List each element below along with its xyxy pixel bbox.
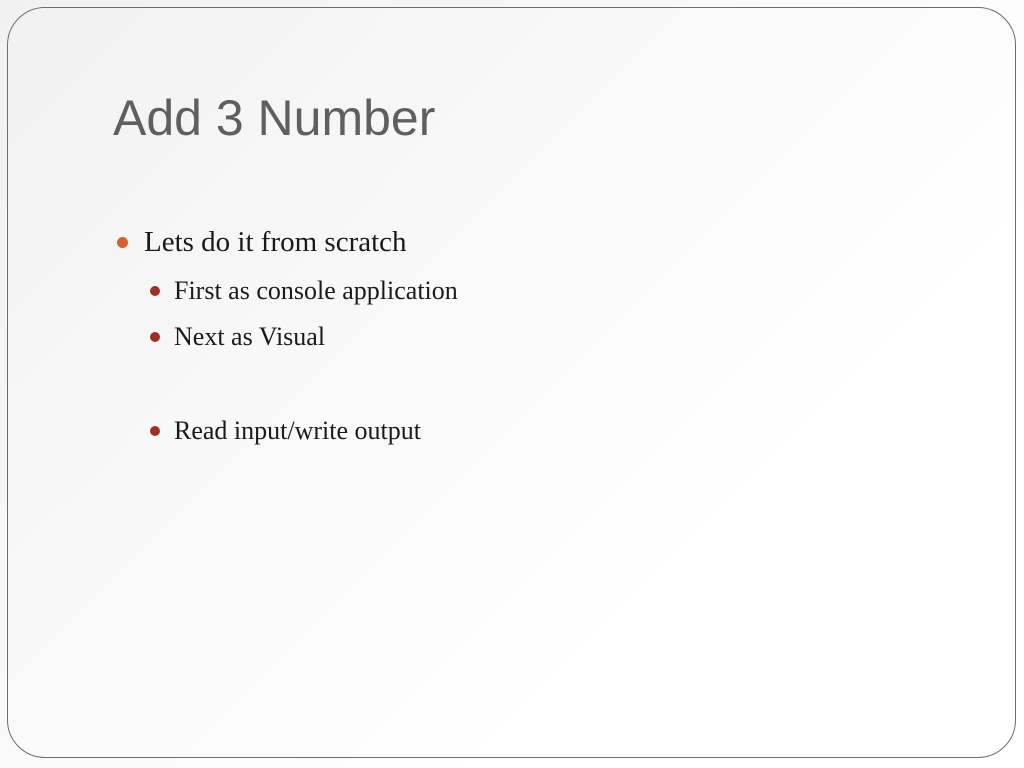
bullet-text: Lets do it from scratch [144, 226, 407, 258]
bullet-text: First as console application [174, 276, 458, 305]
orange-bullet-icon [117, 237, 128, 248]
bullet-item-level2 [150, 416, 421, 446]
bullet-text: Read input/write output [174, 416, 421, 445]
red-bullet-icon [150, 426, 160, 436]
bullet-text: Next as Visual [174, 322, 326, 351]
slide-title: Add 3 Number [113, 90, 436, 146]
red-bullet-icon [150, 332, 160, 342]
bullet-item-level2 [150, 322, 325, 352]
bullet-item-level1 [117, 225, 407, 259]
red-bullet-icon [150, 286, 160, 296]
bullet-item-level2 [150, 276, 458, 306]
